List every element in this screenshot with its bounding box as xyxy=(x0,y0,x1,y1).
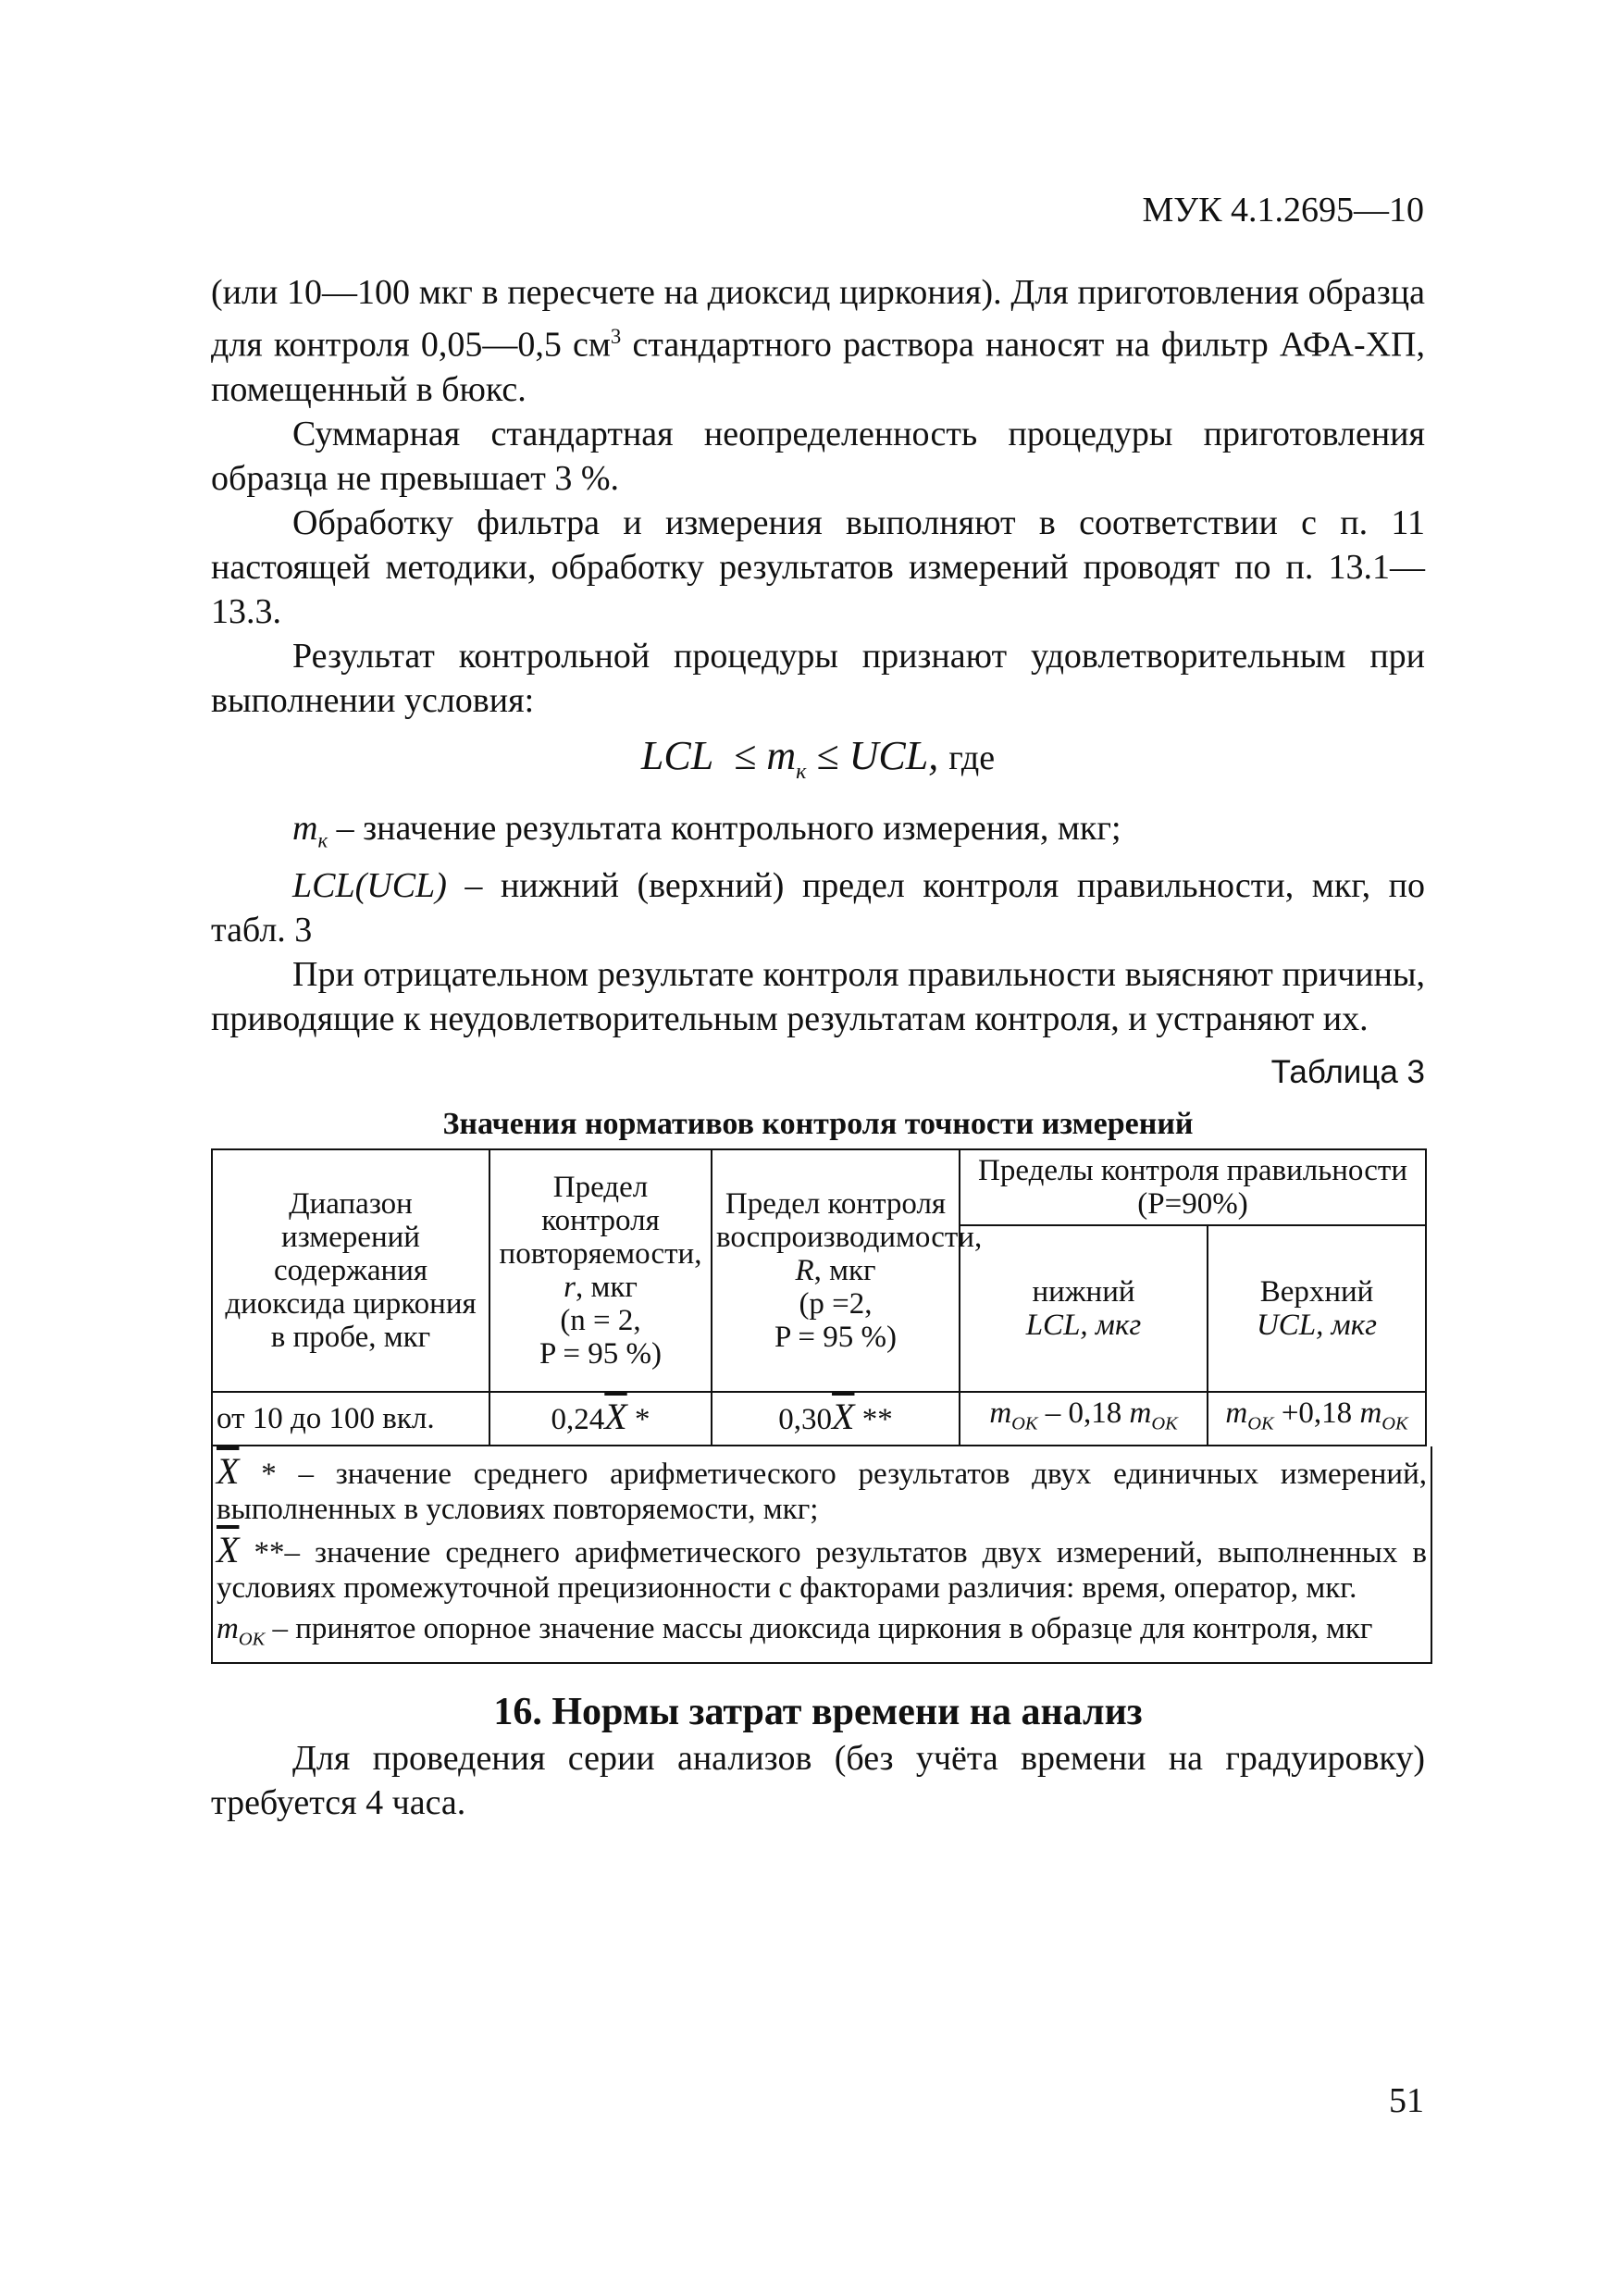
section-text: Для проведения серии анализов (без учёта времени на градуировку) требуется 4 часа. xyxy=(211,1739,1425,1823)
header-lower: нижний LCL, мкг xyxy=(960,1225,1208,1392)
header-upper: Верхний UCL, мкг xyxy=(1208,1225,1426,1392)
paragraph-4: Результат контрольной процедуры признают удовлетворительным при выполнении условия: xyxy=(211,636,1425,720)
definition-mk: $m_к$ – значение результата контрольного измерения, мкг; xyxy=(292,809,1121,853)
control-formula: LCL ≤ $m_к$ ≤ UCL, где xyxy=(640,732,996,784)
table-title: Значения нормативов контроля точности измерений xyxy=(442,1107,1194,1142)
header-range: Диапазон измерений содержания диоксида циркония в пробе, мкг xyxy=(212,1149,489,1392)
note-2: $\overline{X}$ **– значение среднего арифметического результатов двух измерений, выполненных в условиях промежуточной прецизионности с факторами различия: время, оператор, мкг. xyxy=(217,1528,1427,1605)
paragraph-2: Суммарная стандартная неопределенность процедуры приготовления образца не превышает 3 %. xyxy=(211,414,1425,498)
header-limits: Пределы контроля правильности (P=90%) xyxy=(960,1149,1426,1225)
paragraph-1: (или 10—100 мкг в пересчете на диоксид циркония). Для приготовления образца для контроля 0,05—0,5 $см^3$ стандартного раствора наносят на фильтр АФА-ХП, помещенный в бюкс. xyxy=(211,273,1425,409)
cell-upper: $m_{ОК} +0,18$ $m_{ОК}$ xyxy=(1208,1392,1426,1446)
table-label: Таблица 3 xyxy=(1270,1054,1425,1091)
section-title: 16. Нормы затрат времени на анализ xyxy=(493,1691,1143,1734)
cell-reproducibility: $0,30\overline{X}$ ** xyxy=(712,1392,960,1446)
definition-lcl: LCL(UCL) – нижний (верхний) предел контроля правильности, мкг, по табл. 3 xyxy=(211,866,1425,950)
note-1: $\overline{X}$ * – значение среднего арифметического результатов двух единичных измерений, выполненных в условиях повторяемости, мкг; xyxy=(217,1449,1427,1526)
table-row xyxy=(212,1392,1426,1446)
document-code: МУК 4.1.2695—10 xyxy=(1142,191,1424,230)
header-reproducibility: Предел контроля воспроизводимости, R, мкг (p =2, P = 95 %) xyxy=(712,1149,960,1392)
table-header-row-1 xyxy=(212,1149,1426,1225)
table-notes xyxy=(211,1446,1432,1665)
superscript-3: 3 xyxy=(610,325,622,348)
cell-repeatability: $0,24\overline{X}$ * xyxy=(489,1392,712,1446)
note-3: $m_{ОК}$ – принятое опорное значение массы диоксида циркония в образце для контроля, мкг xyxy=(217,1611,1373,1650)
norms-table xyxy=(211,1148,1427,1446)
paragraph-3: Обработку фильтра и измерения выполняют в соответствии с п. 11 настоящей методики, обработку результатов измерений проводят по п. 13.1—13.3. xyxy=(211,503,1425,631)
paragraph-5: При отрицательном результате контроля правильности выясняют причины, приводящие к неудовлетворительным результатам контроля, и устраняют их. xyxy=(211,955,1425,1039)
header-repeatability: Предел контроля повторяемости, r, мкг (n = 2, P = 95 %) xyxy=(489,1149,712,1392)
cell-lower: $m_{ОК} - 0,18$ $m_{ОК}$ xyxy=(960,1392,1208,1446)
cell-range: от 10 до 100 вкл. xyxy=(212,1392,489,1446)
document-body xyxy=(211,270,1425,1825)
page-number: 51 xyxy=(1389,2081,1424,2120)
